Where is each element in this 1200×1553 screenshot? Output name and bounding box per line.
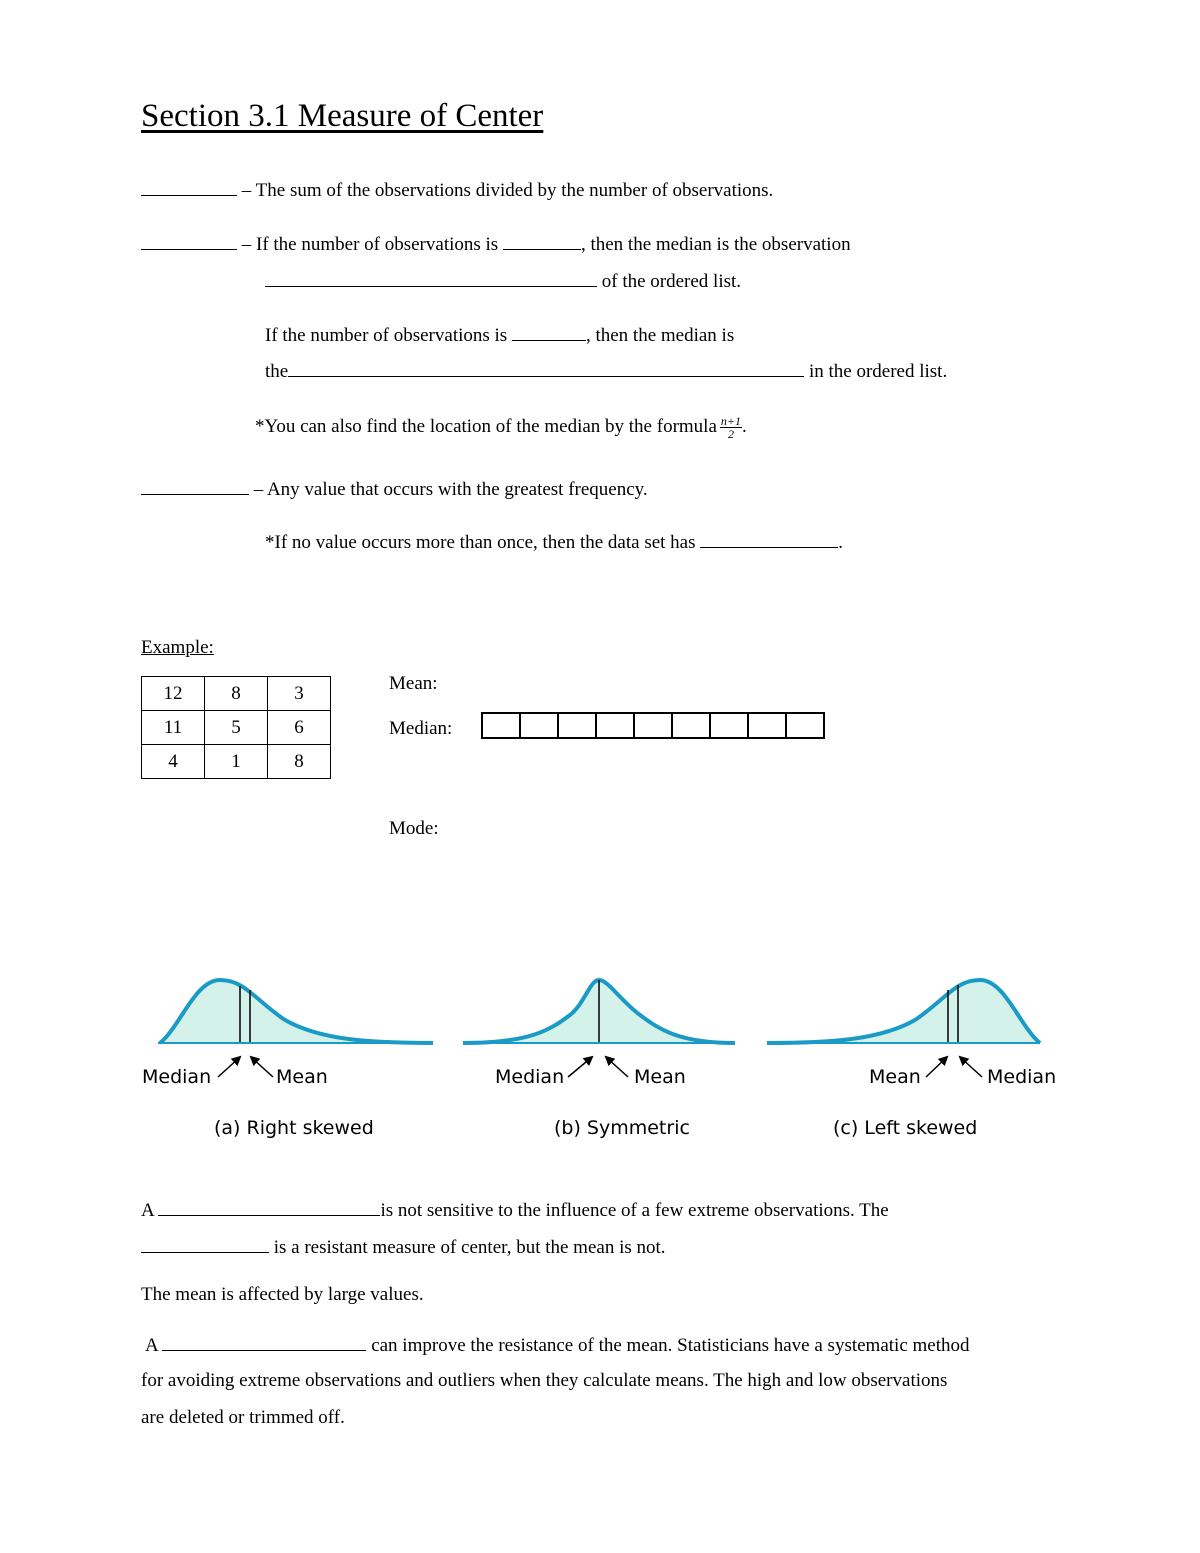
blank-even[interactable] — [512, 322, 586, 341]
table-row — [142, 677, 331, 711]
median-definition-line2 — [265, 268, 741, 294]
table-cell: 12 — [142, 677, 205, 711]
median-definition-text-b: , then the median is the observation — [580, 234, 851, 255]
blank-trimmed-mean[interactable] — [162, 1332, 366, 1351]
left-label: Median — [142, 1066, 212, 1088]
resistant-line2 — [141, 1234, 666, 1260]
median-formula-note — [255, 415, 747, 440]
blank-middle-position[interactable] — [265, 268, 597, 287]
blank-average-middle[interactable] — [288, 358, 804, 377]
mode-note — [265, 529, 843, 555]
median-label: Median: — [389, 718, 453, 739]
panel-right-skewed — [142, 980, 433, 1139]
table-cell: 6 — [268, 711, 331, 745]
blank-odd[interactable] — [503, 231, 581, 250]
mean-arrow — [251, 1057, 273, 1077]
median-definition-text-c: of the ordered list. — [601, 271, 742, 292]
table-cell: 8 — [205, 677, 268, 711]
blank-resistant-measure[interactable] — [158, 1197, 380, 1216]
median-arrow — [218, 1057, 240, 1077]
right-label: Mean — [634, 1066, 686, 1088]
formula-denominator: 2 — [727, 427, 734, 442]
blank-median[interactable] — [141, 231, 237, 250]
formula-numerator: n+1 — [720, 414, 741, 429]
left-label: Mean — [869, 1066, 921, 1088]
example-label: Example: — [141, 637, 214, 658]
median-box[interactable] — [519, 712, 559, 739]
left-label: Median — [495, 1066, 565, 1088]
panel-caption: (a) Right skewed — [214, 1117, 374, 1139]
median-formula — [720, 415, 742, 440]
mode-definition — [141, 476, 648, 502]
mean-label: Mean: — [389, 673, 438, 694]
table-cell: 5 — [205, 711, 268, 745]
median-even-text-a: If the number of observations is — [265, 325, 508, 346]
median-box[interactable] — [785, 712, 825, 739]
table-cell: 1 — [205, 745, 268, 779]
median-box[interactable] — [557, 712, 597, 739]
resistant-text-b: is not sensitive to the influence of a few extreme observations. The — [380, 1200, 889, 1221]
median-ordering-boxes — [481, 712, 825, 739]
median-arrow — [960, 1057, 982, 1077]
panel-caption: (c) Left skewed — [833, 1117, 978, 1139]
table-cell: 3 — [268, 677, 331, 711]
right-label: Mean — [276, 1066, 328, 1088]
panel-symmetric — [463, 980, 735, 1139]
mean-affected-line: The mean is affected by large values. — [141, 1284, 424, 1305]
mode-label: Mode: — [389, 818, 439, 839]
mode-note-text: *If no value occurs more than once, then the data set has — [265, 532, 696, 553]
panel-left-skewed — [767, 980, 1056, 1139]
resistant-text-c: is a resistant measure of center, but the mean is not. — [273, 1237, 666, 1258]
table-row — [142, 711, 331, 745]
mode-note-end: . — [838, 532, 844, 553]
page-title: Section 3.1 Measure of Center — [141, 98, 544, 134]
trimmed-mean-line3: are deleted or trimmed off. — [141, 1407, 345, 1428]
median-box[interactable] — [595, 712, 635, 739]
median-arrow — [568, 1057, 592, 1077]
median-box[interactable] — [481, 712, 521, 739]
median-even-text-d: in the ordered list. — [808, 361, 948, 382]
mode-definition-text: – Any value that occurs with the greatest frequency. — [253, 479, 648, 500]
median-box[interactable] — [709, 712, 749, 739]
trimmed-mean-line2: for avoiding extreme observations and outliers when they calculate means. The high and low observations — [141, 1370, 948, 1391]
table-row — [142, 745, 331, 779]
median-even-text-c: the — [265, 361, 289, 382]
formula-end: . — [742, 416, 747, 437]
median-box[interactable] — [633, 712, 673, 739]
resistant-line1 — [141, 1197, 889, 1223]
trimmed-mean-line1 — [145, 1332, 970, 1358]
skewness-figure — [130, 965, 1070, 1150]
resistant-text-a: A — [141, 1200, 154, 1221]
table-cell: 4 — [142, 745, 205, 779]
mean-arrow — [606, 1057, 628, 1077]
median-definition-text-a: – If the number of observations is — [241, 234, 499, 255]
right-label: Median — [987, 1066, 1057, 1088]
panel-caption: (b) Symmetric — [554, 1117, 690, 1139]
mean-definition-text: – The sum of the observations divided by the number of observations. — [241, 180, 774, 201]
trimmed-text-a: A — [145, 1335, 158, 1356]
median-even-line2 — [265, 358, 947, 384]
median-even-line1 — [265, 322, 734, 348]
formula-text: *You can also find the location of the median by the formula — [255, 416, 717, 437]
median-box[interactable] — [747, 712, 787, 739]
blank-no-mode[interactable] — [700, 529, 838, 548]
blank-mean[interactable] — [141, 177, 237, 196]
median-box[interactable] — [671, 712, 711, 739]
example-data-table — [141, 676, 331, 779]
mean-arrow — [926, 1057, 947, 1077]
table-cell: 11 — [142, 711, 205, 745]
table-cell: 8 — [268, 745, 331, 779]
median-even-text-b: , then the median is — [585, 325, 735, 346]
trimmed-text-b: can improve the resistance of the mean. Statisticians have a systematic method — [371, 1335, 970, 1356]
median-definition — [141, 231, 851, 257]
mean-definition — [141, 177, 773, 203]
blank-median-resistant[interactable] — [141, 1234, 269, 1253]
blank-mode[interactable] — [141, 476, 249, 495]
